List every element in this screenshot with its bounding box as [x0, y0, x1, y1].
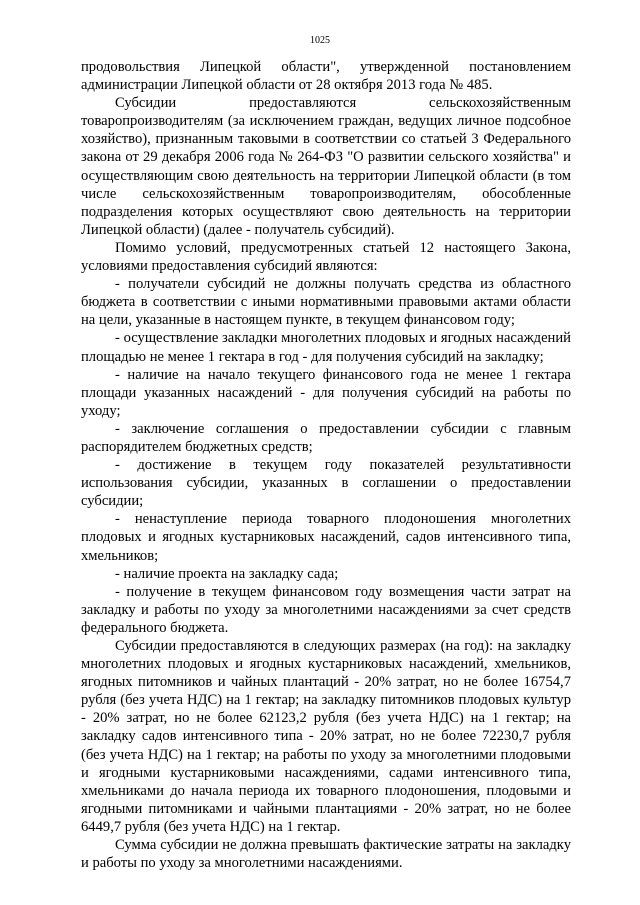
paragraph-recipients: Субсидии предоставляются сельскохозяйственным товаропроизводителям (за исключением граждан, ведущих личное подсобное хозяйство), признанным таковыми в соответствии со статьей 3 Федерального закона от 29 декабря 2006 года № 264-ФЗ "О развитии сельского хозяйства" и осуществляющим свою деятельность на территории Липецкой области (в том числе сельскохозяйственным товаропроизводителям, обособленные подразделения которых осуществляют свою деятельность на территории Липецкой области) (далее - получатель субсидий). [81, 95, 571, 238]
condition-item: - наличие проекта на закладку сада; [115, 565, 339, 582]
paragraph-subsidy-amounts: Субсидии предоставляются в следующих размерах (на год): на закладку многолетних плодовых и ягодных кустарниковых насаждений, хмельников, ягодных питомников и чайных плантаций - 20% затрат, но не более 16754,7 рубля (без учета НДС) на 1 гектар; на закладку питомников плодовых культур - 20% затрат, но не более 62123,2 рубля (без учета НДС) на 1 гектар; на закладку садов интенсивного типа - 20% затрат, но не более 72230,7 рубля (без учета НДС) на 1 гектар; на работы по уходу за многолетними плодовыми и ягодными кустарниковыми насаждениями, садами интенсивного типа, хмельниками до начала периода их товарного плодоношения, плодовыми и ягодными питомниками и чайными плантациями - 20% затрат, но не более 6449,7 рубля (без учета НДС) на 1 гектар. [81, 638, 571, 835]
condition-item: - наличие на начало текущего финансового года не менее 1 гектара площади указанных насаждений - для получения субсидий на работы по уходу; [81, 366, 571, 419]
paragraph-continuation: продовольствия Липецкой области", утвержденной постановлением администрации Липецкой области от 28 октября 2013 года № 485. [81, 59, 571, 94]
condition-item: - осуществление закладки многолетних плодовых и ягодных насаждений площадью не менее 1 гектара в год - для получения субсидий на закладку; [81, 330, 571, 365]
condition-item: - получатели субсидий не должны получать средства из областного бюджета в соответствии с иными нормативными правовыми актами области на цели, указанные в настоящем пункте, в текущем финансовом году; [81, 276, 571, 329]
page-number: 1025 [310, 35, 330, 46]
paragraph-subsidy-limit: Сумма субсидии не должна превышать фактические затраты на закладку и работы по уходу за многолетними насаждениями. [81, 837, 571, 872]
condition-item: - ненаступление периода товарного плодоношения многолетних плодовых и ягодных кустарниковых насаждений, садов интенсивного типа, хмельников; [81, 511, 571, 564]
condition-item: - заключение соглашения о предоставлении субсидии с главным распорядителем бюджетных средств; [81, 420, 571, 455]
paragraph-conditions-intro: Помимо условий, предусмотренных статьей 12 настоящего Закона, условиями предоставления субсидий являются: [81, 239, 571, 275]
condition-item: - достижение в текущем году показателей результативности использования субсидии, указанных в соглашении о предоставлении субсидии; [81, 457, 571, 510]
condition-item: - получение в текущем финансовом году возмещения части затрат на закладку и работы по уходу за многолетними насаждениями за счет средств федерального бюджета. [81, 583, 571, 636]
body-text [81, 58, 571, 872]
